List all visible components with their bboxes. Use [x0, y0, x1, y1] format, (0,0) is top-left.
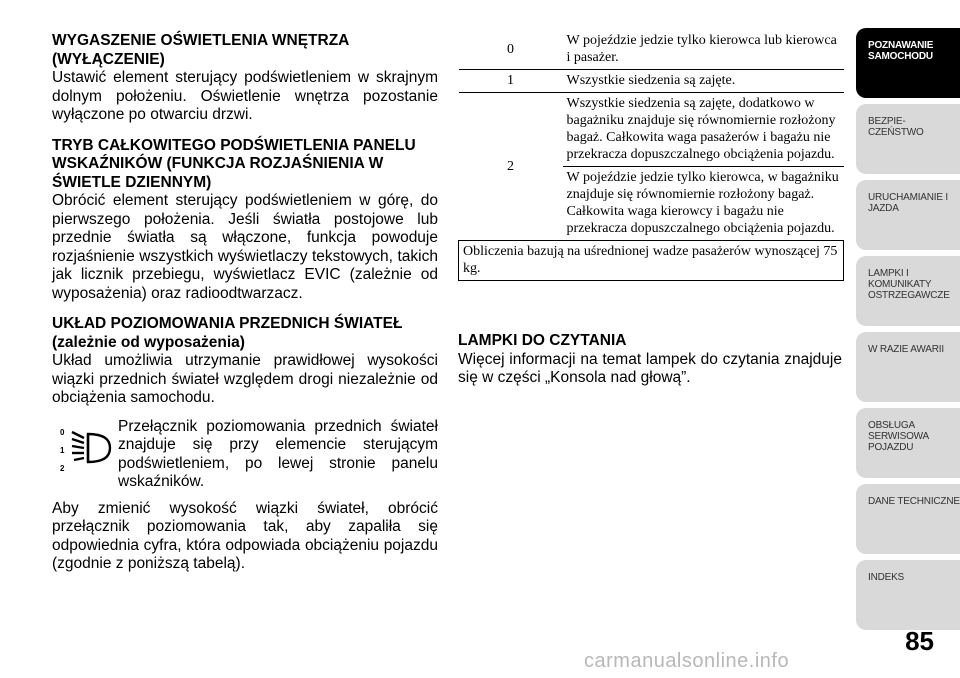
section-title-interior-off: WYGASZENIE OŚWIETLENIA WNĘTRZA (WYŁĄCZENIE)	[52, 32, 349, 68]
table-row	[459, 241, 844, 281]
headlight-leveling-icon	[52, 418, 118, 488]
table-cell-num: 1	[459, 70, 563, 93]
table-cell-text: W pojeździe jedzie tylko kierowca, w bagażniku znajduje się równomiernie rozłożony bagaż. Całkowita waga kierowcy i bagażu nie przekracza dopuszczalnego obciążenia pojazdu.	[563, 167, 844, 241]
icon-label-2: 2	[60, 463, 65, 473]
table-row	[459, 70, 844, 93]
section-title-full-brightness: TRYB CAŁKOWITEGO PODŚWIETLENIA PANELU WSKAŹNIKÓW (FUNKCJA ROZJAŚNIENIA W ŚWIETLE DZIENNYM)	[52, 136, 416, 191]
table-cell-num: 2	[459, 93, 563, 241]
chapter-sidebar	[856, 28, 960, 636]
page-number: 85	[905, 626, 934, 656]
table-row	[459, 30, 844, 70]
headlight-beam-icon	[52, 418, 118, 488]
table-cell-num: 0	[507, 41, 514, 57]
tab-indeks[interactable]: INDEKS	[856, 560, 960, 630]
tab-dane-techniczne[interactable]: DANE TECHNICZNE	[856, 484, 960, 554]
section-body-full-brightness: Obrócić element sterujący podświetleniem w górę, do pierwszego położenia. Jeśli światła postojowe lub przednie światła są włączone, funkcja powoduje rozjaśnienie wszystkich wyświetlaczy tekstowych, takich jak licznik przebiegu, wyświetlacz EVIC (zależnie od wyposażenia) oraz radioodtwarzacz.	[52, 192, 438, 302]
tab-w-razie-awarii[interactable]: W RAZIE AWARII	[856, 332, 960, 402]
table-cell-text: W pojeździe jedzie tylko kierowca lub kierowca i pasażer.	[566, 33, 837, 65]
right-column	[458, 332, 842, 388]
section-title-headlight-leveling: UKŁAD POZIOMOWANIA PRZEDNICH ŚWIATEŁ (zależnie od wyposażenia)	[52, 315, 403, 351]
tab-obsluga-serwisowa[interactable]: OBSŁUGA SERWISOWA POJAZDU	[856, 408, 960, 478]
table-cell-text: Wszystkie siedzenia są zajęte, dodatkowo w bagażniku znajduje się równomiernie rozłożony bagaż. Całkowita waga pasażerów i bagażu nie przekracza dopuszczalnego obciążenia pojazdu.	[563, 93, 844, 167]
tab-uruchamianie-i-jazda[interactable]: URUCHAMIANIE I JAZDA	[856, 180, 960, 250]
left-column	[52, 32, 438, 574]
leveling-table	[458, 30, 844, 281]
section-body-interior-off: Ustawić element sterujący podświetleniem w skrajnym dolnym położeniu. Oświetlenie wnętrza pozostanie wyłączone po otwarciu drzwi.	[52, 69, 438, 123]
section-title-reading-lamps: LAMPKI DO CZYTANIA	[458, 332, 627, 349]
table-row	[459, 93, 844, 167]
section-body-reading-lamps: Więcej informacji na temat lampek do czytania znajduje się w części „Konsola nad głową”.	[458, 350, 842, 386]
section-body-leveling-instructions: Aby zmienić wysokość wiązki świateł, obrócić przełącznik poziomowania tak, aby zapaliła się odpowiednia cyfra, która odpowiada obciążeniu pojazdu (zgodnie z poniższą tabelą).	[52, 499, 438, 572]
section-body-headlight-leveling: Układ umożliwia utrzymanie prawidłowej wysokości wiązki przednich świateł względem drogi niezależnie od obciążenia samochodu.	[52, 352, 438, 406]
headlight-switch-description: Przełącznik poziomowania przednich świateł znajduje się przy elemencie sterującym podświetleniem, po lewej stronie panelu wskaźników.	[118, 417, 438, 490]
icon-label-1: 1	[60, 445, 65, 455]
tab-poznawanie-samochodu[interactable]: POZNAWANIE SAMOCHODU	[856, 28, 960, 98]
table-cell-text: Wszystkie siedzenia są zajęte.	[563, 70, 844, 93]
table-footnote: Obliczenia bazują na uśrednionej wadze pasażerów wynoszącej 75 kg.	[459, 241, 844, 281]
watermark: carmanualsonline.info	[584, 650, 790, 672]
tab-bezpieczenstwo[interactable]: BEZPIE- CZEŃSTWO	[856, 104, 960, 174]
icon-label-0: 0	[60, 427, 65, 437]
tab-lampki-i-komunikaty[interactable]: LAMPKI I KOMUNIKATY OSTRZEGAWCZE	[856, 256, 960, 326]
